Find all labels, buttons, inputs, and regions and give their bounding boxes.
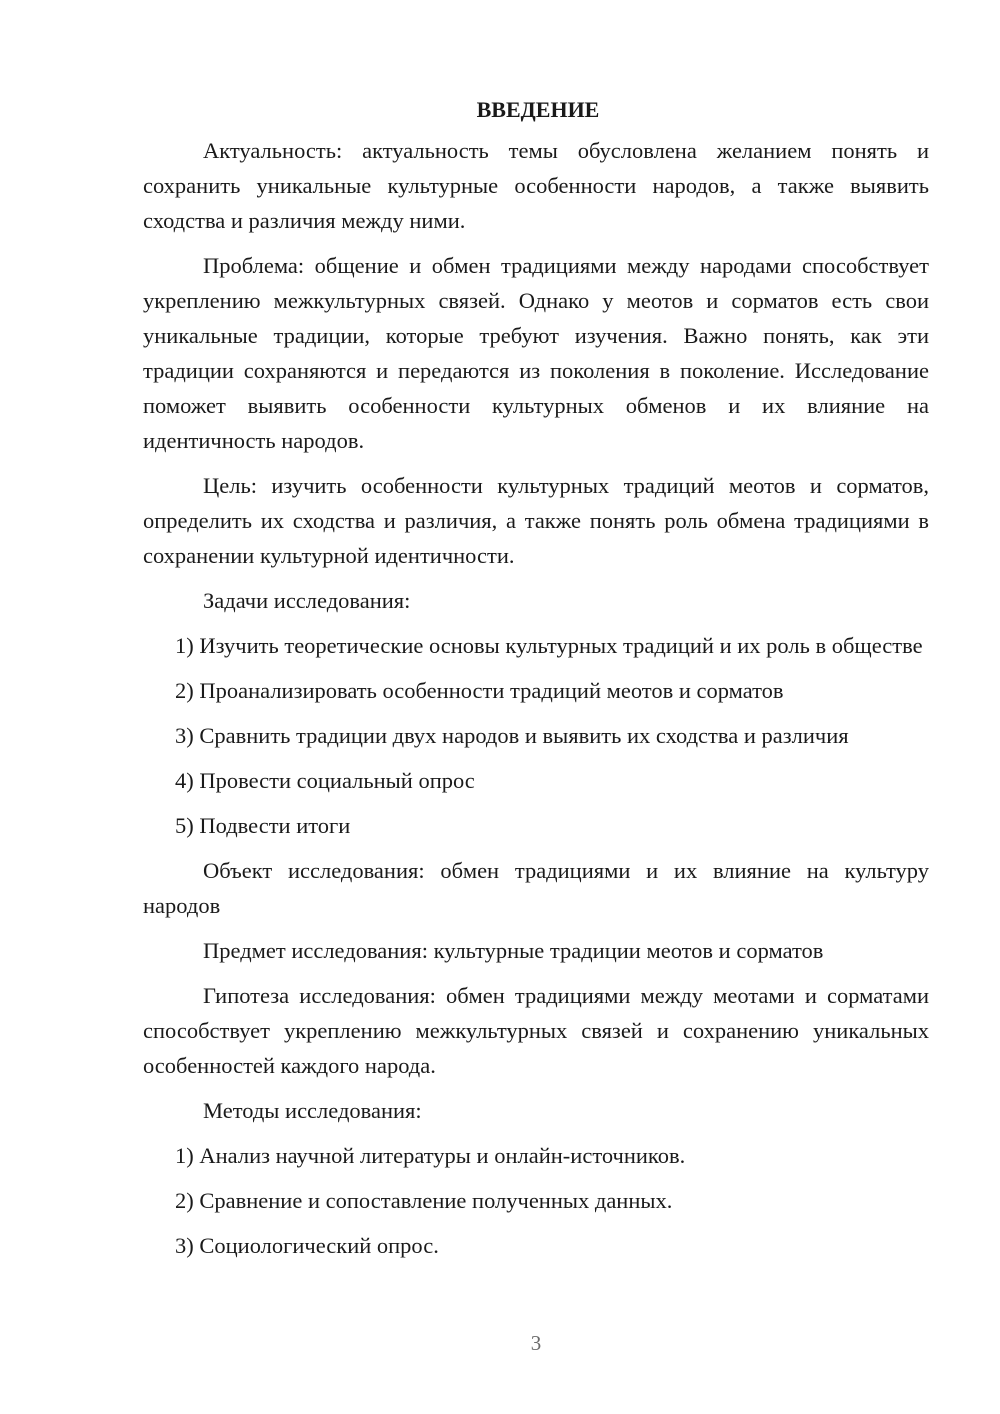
task-item: 5) Подвести итоги	[175, 813, 351, 838]
hypothesis-paragraph: Гипотеза исследования: обмен традициями между меотами и сорматами способствует укреплению межкультурных связей и сохранению уникальных особенностей каждого народа.	[143, 983, 929, 1078]
method-item: 2) Сравнение и сопоставление полученных данных.	[175, 1188, 673, 1213]
problem-paragraph: Проблема: общение и обмен традициями между народами способствует укреплению межкультурных связей. Однако у меотов и сорматов есть свои уникальные традиции, которые требуют изучения. Важно понять, как эти традиции сохраняются и передаются из поколения в поколение. Исследование поможет выявить особенности культурных обменов и их влияние на идентичность народов.	[143, 253, 929, 453]
task-item: 2) Проанализировать особенности традиций меотов и сорматов	[175, 678, 784, 703]
relevance-paragraph: Актуальность: актуальность темы обусловлена желанием понять и сохранить уникальные культурные особенности народов, а также выявить сходства и различия между ними.	[143, 138, 929, 233]
task-item: 1) Изучить теоретические основы культурных традиций и их роль в обществе	[175, 633, 923, 658]
task-item: 4) Провести социальный опрос	[175, 768, 475, 793]
methods-heading: Методы исследования:	[203, 1098, 422, 1123]
page-content	[143, 92, 929, 1273]
goal-paragraph: Цель: изучить особенности культурных традиций меотов и сорматов, определить их сходства и различия, а также понять роль обмена традициями в сохранении культурной идентичности.	[143, 473, 929, 568]
method-item: 1) Анализ научной литературы и онлайн-источников.	[175, 1143, 686, 1168]
page-number: 3	[530, 1331, 542, 1355]
method-item: 3) Социологический опрос.	[175, 1233, 439, 1258]
tasks-heading: Задачи исследования:	[203, 588, 411, 613]
subject-paragraph: Предмет исследования: культурные традиции меотов и сорматов	[203, 938, 824, 963]
task-item: 3) Сравнить традиции двух народов и выявить их сходства и различия	[175, 723, 849, 748]
page-title: ВВЕДЕНИЕ	[476, 97, 600, 122]
object-paragraph: Объект исследования: обмен традициями и их влияние на культуру народов	[143, 858, 929, 918]
